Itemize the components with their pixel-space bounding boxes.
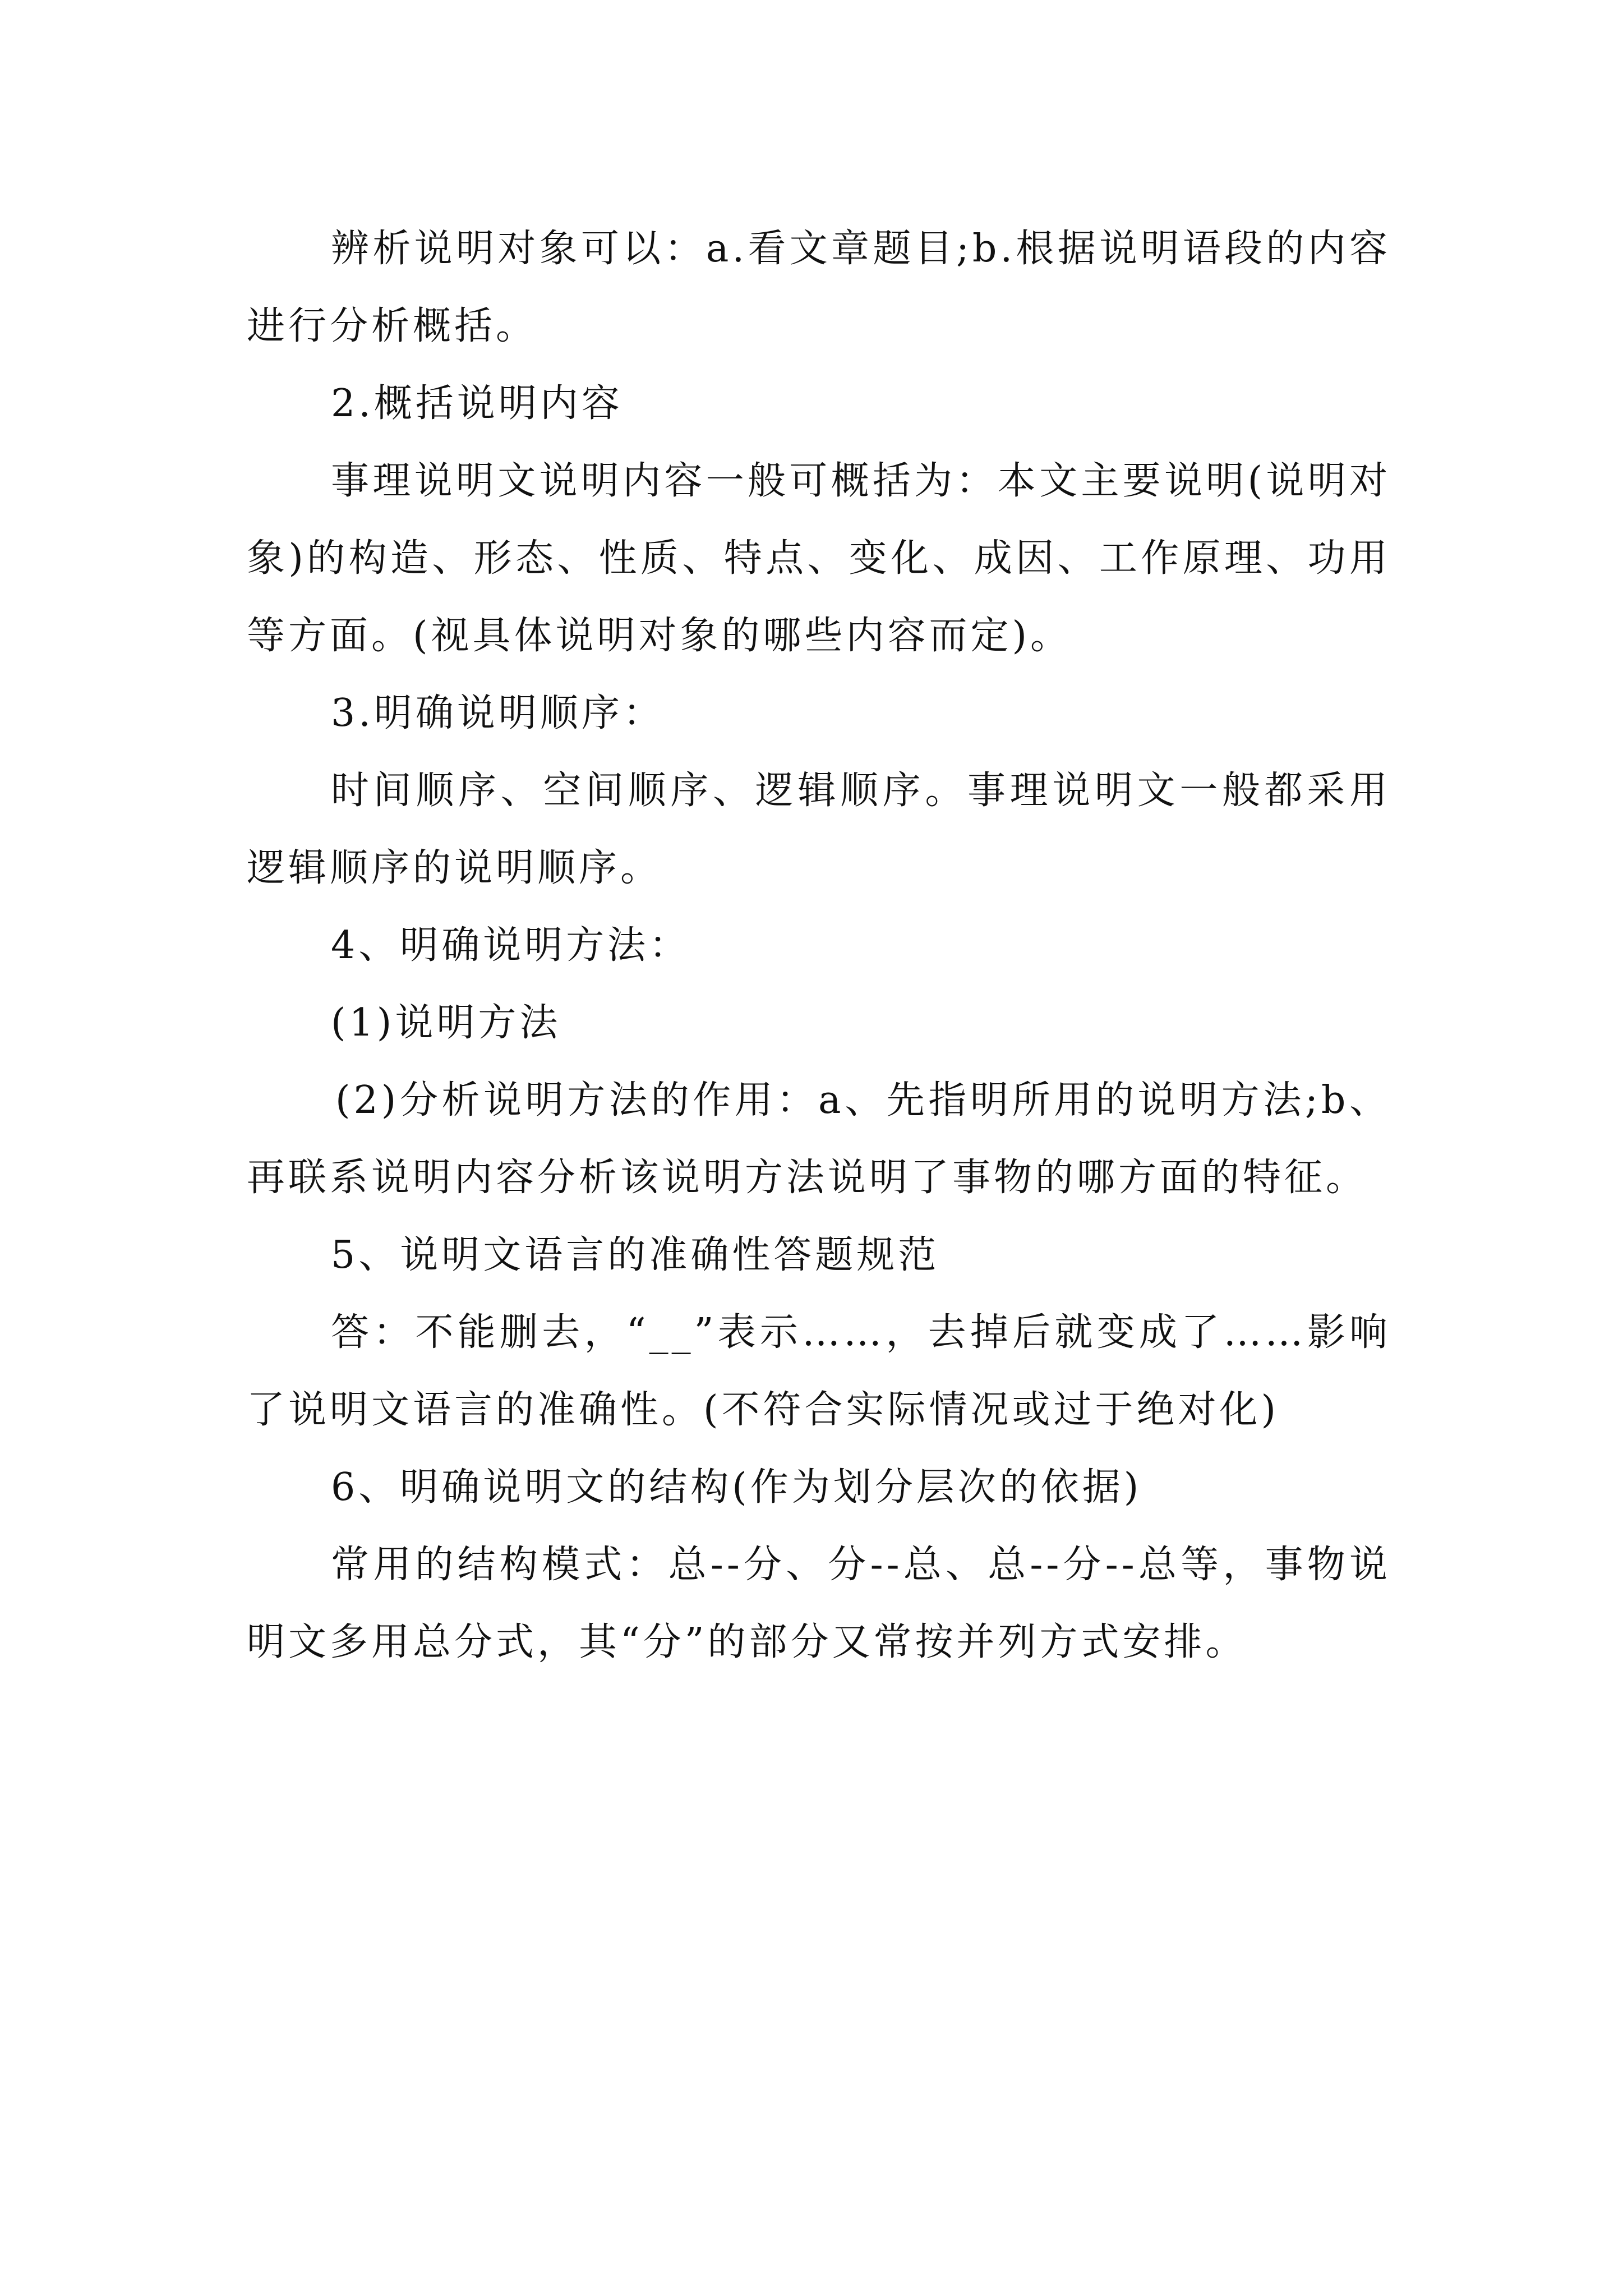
subheading-methods: (1)说明方法 xyxy=(331,1001,561,1045)
heading-summarize-content: 2.概括说明内容 xyxy=(331,381,623,426)
paragraph-identify-object: 辨析说明对象可以：a.看文章题目;b.根据说明语段的内容进行分析概括。 xyxy=(247,227,1391,348)
paragraph-language-accuracy: 答：不能删去，“__”表示……，去掉后就变成了……影响了说明文语言的准确性。(不符合实际情况或过于绝对化) xyxy=(247,1310,1391,1432)
document-body xyxy=(247,210,1391,1681)
paragraph-summarize-content: 事理说明文说明内容一般可概括为：本文主要说明(说明对象)的构造、形态、性质、特点、变化、成因、工作原理、功用等方面。(视具体说明对象的哪些内容而定)。 xyxy=(247,459,1391,658)
paragraph-structure: 常用的结构模式：总--分、分--总、总--分--总等，事物说明文多用总分式，其“分”的部分又常按并列方式安排。 xyxy=(247,1543,1391,1664)
heading-structure: 6、明确说明文的结构(作为划分层次的依据) xyxy=(331,1465,1142,1510)
paragraph-method-effect: (2)分析说明方法的作用：a、先指明所用的说明方法;b、再联系说明内容分析该说明方法说明了事物的哪方面的特征。 xyxy=(247,1078,1391,1200)
paragraph-explanation-order: 时间顺序、空间顺序、逻辑顺序。事理说明文一般都采用逻辑顺序的说明顺序。 xyxy=(247,769,1391,890)
heading-explanation-order: 3.明确说明顺序： xyxy=(331,691,665,735)
heading-language-accuracy: 5、说明文语言的准确性答题规范 xyxy=(331,1233,940,1277)
heading-explanation-methods: 4、明确说明方法： xyxy=(331,923,691,968)
